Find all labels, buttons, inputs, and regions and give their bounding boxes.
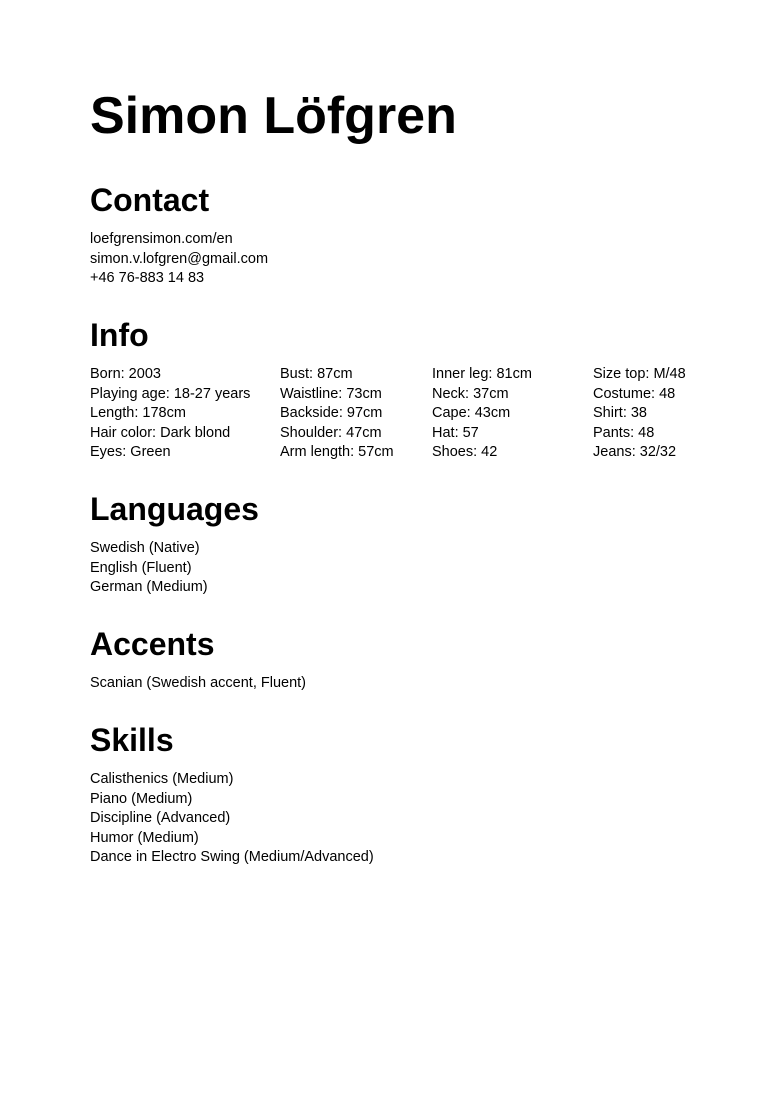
languages-list	[90, 539, 208, 598]
languages-heading: Languages	[90, 491, 259, 527]
info-item: Arm length: 57cm	[280, 444, 394, 460]
accents-list	[90, 674, 306, 694]
info-item: Hat: 57	[432, 424, 479, 441]
info-column-sizes	[593, 365, 686, 463]
skill-item: Calisthenics (Medium)	[90, 771, 234, 787]
info-item: Waistline: 73cm	[280, 385, 382, 402]
info-column-measurements-2	[432, 365, 532, 463]
info-item: Bust: 87cm	[280, 366, 353, 382]
info-item: Shirt: 38	[593, 405, 647, 421]
accents-heading: Accents	[90, 626, 215, 662]
language-item: German (Medium)	[90, 579, 208, 595]
info-item: Pants: 48	[593, 424, 655, 441]
info-item: Size top: M/48	[593, 366, 686, 382]
info-item: Neck: 37cm	[432, 385, 509, 402]
skill-item: Discipline (Advanced)	[90, 810, 231, 826]
info-item: Costume: 48	[593, 385, 676, 402]
info-heading: Info	[90, 317, 149, 353]
contact-list	[90, 230, 268, 289]
info-item: Inner leg: 81cm	[432, 366, 532, 382]
info-item: Playing age: 18-27 years	[90, 385, 251, 402]
info-item: Length: 178cm	[90, 405, 186, 421]
skills-heading: Skills	[90, 722, 174, 758]
skill-item: Dance in Electro Swing (Medium/Advanced)	[90, 849, 374, 865]
contact-email: simon.v.lofgren@gmail.com	[90, 250, 269, 267]
language-item: English (Fluent)	[90, 559, 192, 576]
info-item: Hair color: Dark blond	[90, 424, 231, 441]
info-item: Shoulder: 47cm	[280, 424, 382, 441]
skill-item: Piano (Medium)	[90, 790, 193, 807]
skills-list	[90, 770, 374, 868]
skill-item: Humor (Medium)	[90, 829, 199, 846]
info-column-measurements	[280, 365, 394, 463]
info-item: Backside: 97cm	[280, 405, 383, 421]
page-title: Simon Löfgren	[90, 87, 457, 145]
info-item: Jeans: 32/32	[593, 444, 677, 460]
contact-website: loefgrensimon.com/en	[90, 231, 233, 247]
info-item: Born: 2003	[90, 366, 161, 382]
info-item: Eyes: Green	[90, 444, 171, 460]
contact-phone: +46 76-883 14 83	[90, 270, 205, 286]
accent-item: Scanian (Swedish accent, Fluent)	[90, 675, 306, 691]
info-item: Shoes: 42	[432, 444, 498, 460]
info-column-personal	[90, 365, 250, 463]
language-item: Swedish (Native)	[90, 540, 200, 556]
contact-heading: Contact	[90, 182, 210, 218]
info-item: Cape: 43cm	[432, 405, 511, 421]
